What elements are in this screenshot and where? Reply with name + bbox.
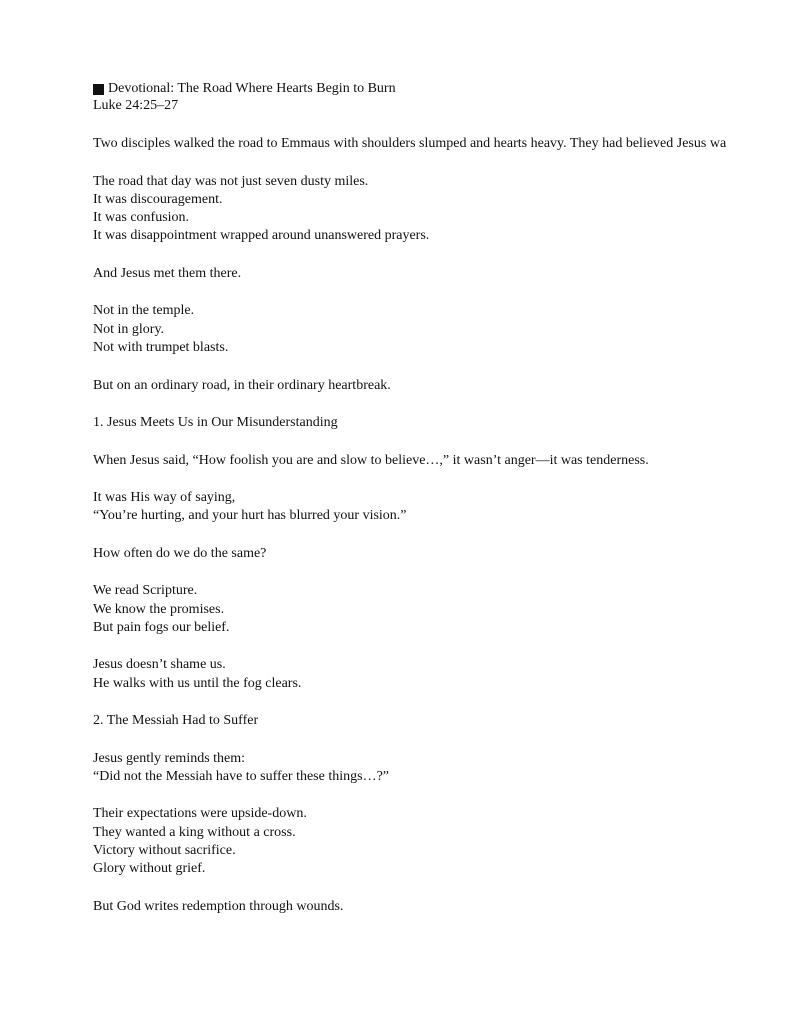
- square-bullet-icon: [93, 84, 104, 95]
- paragraph-line: We read Scripture.: [93, 583, 198, 598]
- paragraph-line: Their expectations were upside-down.: [93, 806, 307, 821]
- paragraph-line: When Jesus said, “How foolish you are and slow to believe…,” it wasn’t anger—it was tenderness.: [93, 453, 649, 468]
- paragraph-line: It was confusion.: [93, 210, 190, 225]
- section-heading: 2. The Messiah Had to Suffer: [93, 713, 259, 728]
- paragraph-line: But on an ordinary road, in their ordinary heartbreak.: [93, 378, 391, 393]
- paragraph-line: He walks with us until the fog clears.: [93, 676, 302, 691]
- paragraph-line: It was His way of saying,: [93, 490, 236, 505]
- paragraph-line: It was disappointment wrapped around unanswered prayers.: [93, 228, 430, 243]
- paragraph-line: And Jesus met them there.: [93, 266, 242, 281]
- paragraph-line: Not in the temple.: [93, 303, 195, 318]
- paragraph-line: Glory without grief.: [93, 861, 206, 876]
- paragraph-line: “Did not the Messiah have to suffer these things…?”: [93, 769, 390, 784]
- paragraph-line: How often do we do the same?: [93, 546, 267, 561]
- paragraph-line: The road that day was not just seven dusty miles.: [93, 174, 369, 189]
- paragraph-line: Jesus gently reminds them:: [93, 751, 246, 766]
- paragraph-line: Not with trumpet blasts.: [93, 340, 229, 355]
- paragraph-line: We know the promises.: [93, 602, 225, 617]
- document-title-text: Devotional: The Road Where Hearts Begin to Burn: [108, 81, 396, 96]
- scripture-reference: Luke 24:25–27: [93, 98, 179, 113]
- paragraph-line: But God writes redemption through wounds.: [93, 899, 344, 914]
- paragraph-line: Victory without sacrifice.: [93, 843, 236, 858]
- paragraph-line: Jesus doesn’t shame us.: [93, 657, 226, 672]
- paragraph-line: But pain fogs our belief.: [93, 620, 230, 635]
- paragraph-line: It was discouragement.: [93, 192, 223, 207]
- paragraph-line: Not in glory.: [93, 322, 165, 337]
- document-title: [93, 80, 396, 97]
- section-heading: 1. Jesus Meets Us in Our Misunderstanding: [93, 415, 338, 430]
- paragraph-line: Two disciples walked the road to Emmaus with shoulders slumped and hearts heavy. They had believed Jesus wa: [93, 136, 727, 151]
- paragraph-line: “You’re hurting, and your hurt has blurred your vision.”: [93, 508, 407, 523]
- paragraph-line: They wanted a king without a cross.: [93, 825, 296, 840]
